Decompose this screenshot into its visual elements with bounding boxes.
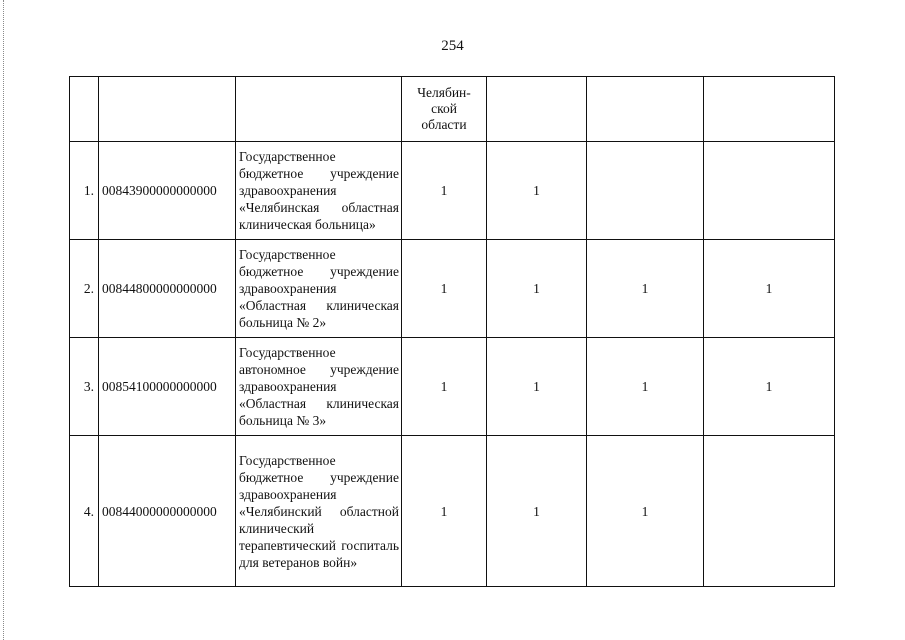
table-row (70, 436, 835, 587)
page-edge-dotted-line (3, 0, 4, 640)
row-value-3 (587, 142, 704, 240)
row-code: 00844800000000000 (99, 240, 236, 338)
header-cell-region: Челябин- ской области (402, 77, 487, 142)
row-value-1: 1 (402, 142, 487, 240)
header-cell-code (99, 77, 236, 142)
row-number: 4. (70, 436, 99, 587)
row-number: 3. (70, 338, 99, 436)
header-cell-num (70, 77, 99, 142)
row-code: 00854100000000000 (99, 338, 236, 436)
row-number: 2. (70, 240, 99, 338)
row-code: 00843900000000000 (99, 142, 236, 240)
row-name (236, 142, 402, 240)
row-value-1: 1 (402, 436, 487, 587)
row-value-1: 1 (402, 240, 487, 338)
table-row (70, 240, 835, 338)
row-name (236, 436, 402, 587)
row-value-4 (704, 142, 835, 240)
table-row (70, 338, 835, 436)
row-value-2: 1 (487, 142, 587, 240)
row-value-1: 1 (402, 338, 487, 436)
row-value-4: 1 (704, 240, 835, 338)
page-number: 254 (441, 38, 464, 54)
row-value-2: 1 (487, 436, 587, 587)
header-cell-6 (587, 77, 704, 142)
header-cell-name (236, 77, 402, 142)
row-value-4: 1 (704, 338, 835, 436)
row-value-3: 1 (587, 338, 704, 436)
row-name (236, 240, 402, 338)
row-name-text: Государственное бюджетное учреждение здравоохранения «Областная клиническая больница № 2» (239, 247, 399, 330)
row-value-4 (704, 436, 835, 587)
institutions-table (69, 76, 835, 587)
table-header-row (70, 77, 835, 142)
row-name-text: Государственное бюджетное учреждение здравоохранения «Челябинский областной клинический терапевтический госпиталь для ветеранов войн» (239, 452, 399, 570)
row-number: 1. (70, 142, 99, 240)
row-value-3: 1 (587, 436, 704, 587)
header-cell-5 (487, 77, 587, 142)
table-row (70, 142, 835, 240)
row-name-text: Государственное бюджетное учреждение здравоохранения «Челябинская областная клиническая больница» (239, 149, 399, 232)
row-value-3: 1 (587, 240, 704, 338)
header-cell-7 (704, 77, 835, 142)
row-code: 00844000000000000 (99, 436, 236, 587)
row-name (236, 338, 402, 436)
row-value-2: 1 (487, 338, 587, 436)
row-name-text: Государственное автономное учреждение здравоохранения «Областная клиническая больница № 3» (239, 345, 399, 428)
row-value-2: 1 (487, 240, 587, 338)
